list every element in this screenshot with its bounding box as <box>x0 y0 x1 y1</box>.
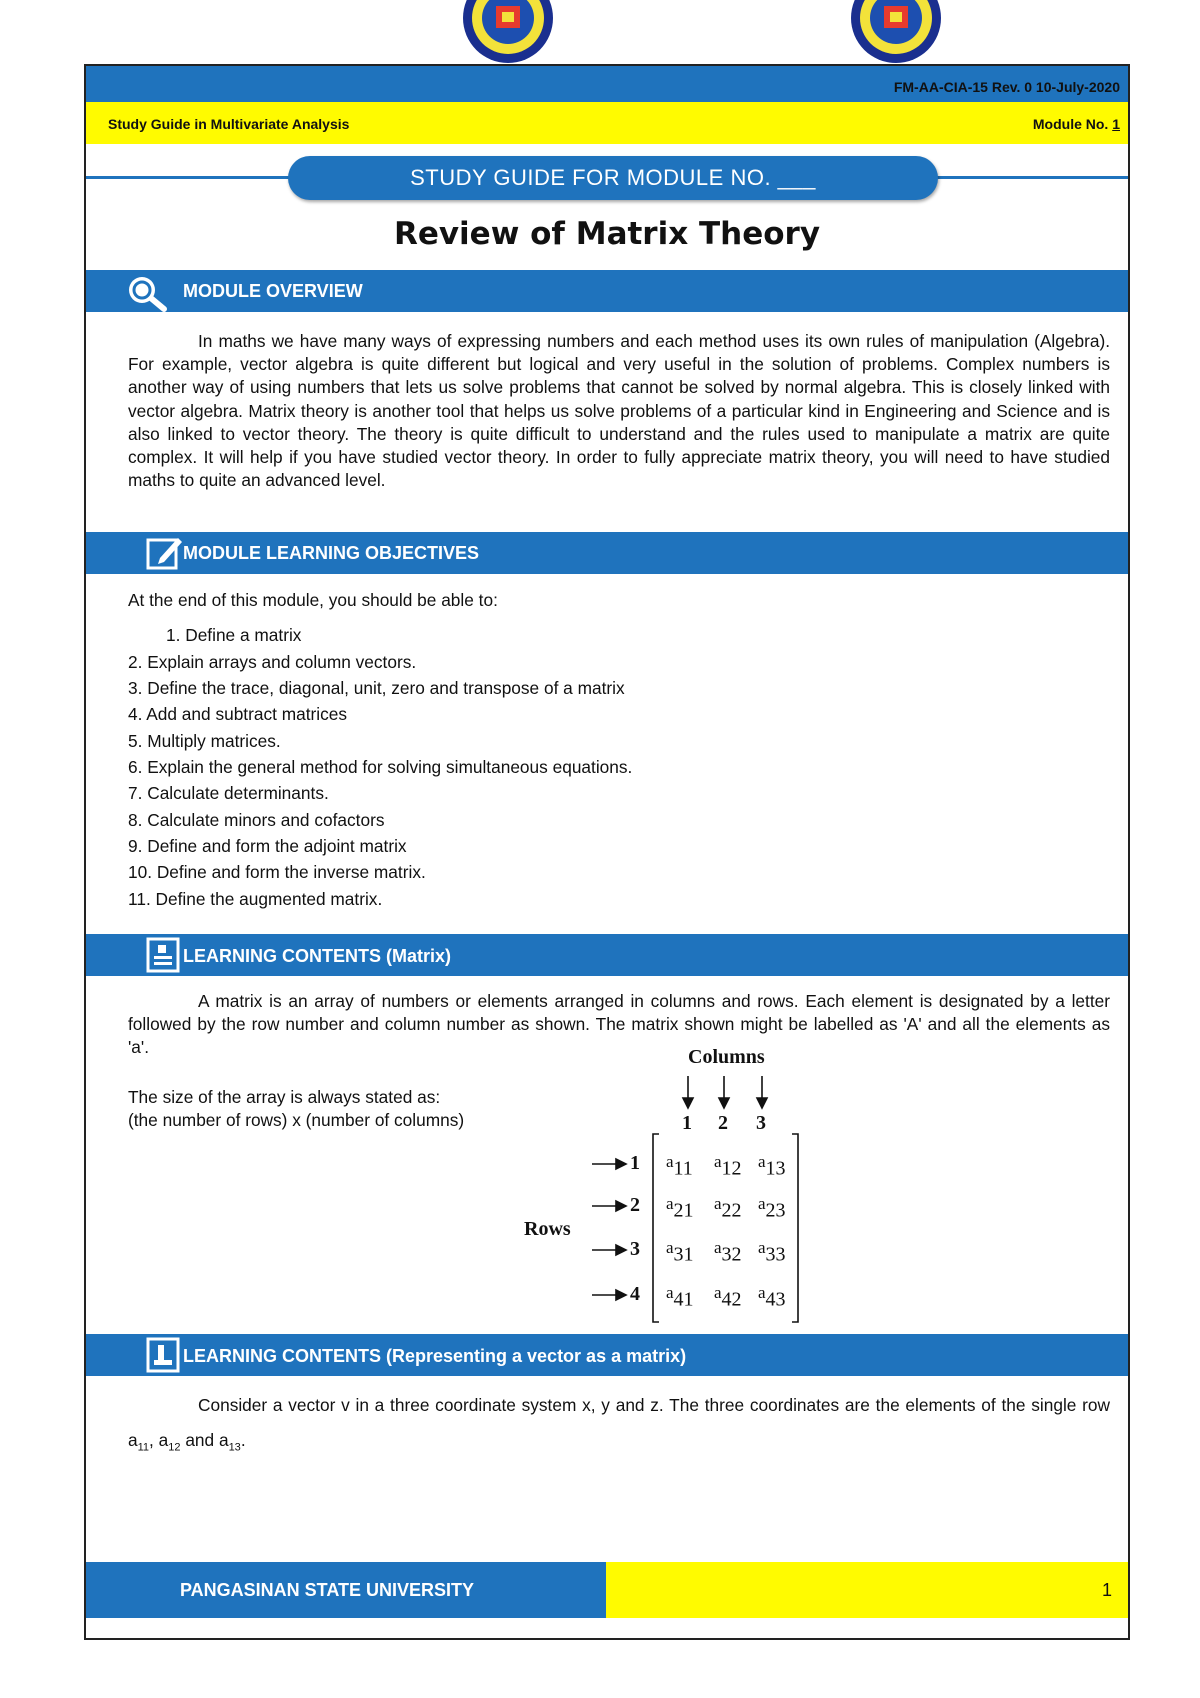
matrix-element <box>714 1194 742 1223</box>
element-letter: a <box>666 1194 674 1213</box>
element-index: 31 <box>673 1243 694 1266</box>
objective-item: 5. Multiply matrices. <box>128 731 281 751</box>
university-seal-left <box>462 0 554 64</box>
element-letter: a <box>714 1238 722 1257</box>
page-title: Review of Matrix Theory <box>393 216 821 252</box>
module-number: 1 <box>1112 116 1120 132</box>
document-icon <box>146 1336 182 1374</box>
vector-separator: and a <box>180 1430 229 1450</box>
columns-label: Columns <box>688 1046 765 1068</box>
overview-heading: MODULE OVERVIEW <box>183 281 363 301</box>
objective-item: 1. Define a matrix <box>166 625 302 645</box>
objective-item: 4. Add and subtract matrices <box>128 704 348 724</box>
subscript: 13 <box>228 1441 241 1454</box>
col-number: 2 <box>718 1112 728 1134</box>
banner-pill <box>288 156 938 200</box>
row-number: 3 <box>630 1238 640 1260</box>
magnifier-icon <box>124 272 168 312</box>
vector-end: . <box>240 1430 246 1450</box>
objective-item: 9. Define and form the adjoint matrix <box>128 836 407 856</box>
objective-item: 2. Explain arrays and column vectors. <box>128 652 417 672</box>
objective-item: 11. Define the augmented matrix. <box>128 889 383 909</box>
element-index: 12 <box>721 1157 742 1180</box>
objective-item: 7. Calculate determinants. <box>128 783 329 803</box>
size-line-1: The size of the array is always stated as: <box>128 1087 441 1107</box>
col-number: 1 <box>682 1112 692 1134</box>
element-index: 22 <box>721 1199 742 1222</box>
subscript: 11 <box>137 1441 150 1454</box>
element-index: 43 <box>765 1288 786 1311</box>
course-title: Study Guide in Multivariate Analysis <box>108 116 350 132</box>
element-letter: a <box>666 1283 674 1302</box>
contents-vector-heading: LEARNING CONTENTS (Representing a vector as a matrix) <box>183 1346 687 1366</box>
matrix-figure <box>520 1040 830 1330</box>
contents-matrix-heading: LEARNING CONTENTS (Matrix) <box>183 946 452 966</box>
element-letter: a <box>758 1194 766 1213</box>
matrix-element <box>714 1283 742 1312</box>
element-index: 13 <box>765 1157 786 1180</box>
module-label: Module No. <box>1032 116 1113 132</box>
element-index: 21 <box>673 1199 694 1222</box>
objective-item: 10. Define and form the inverse matrix. <box>128 862 426 882</box>
element-index: 23 <box>765 1199 786 1222</box>
element-letter: a <box>758 1283 766 1302</box>
objective-item: 8. Calculate minors and cofactors <box>128 810 385 830</box>
vector-paragraph <box>128 1388 1110 1465</box>
matrix-element <box>666 1283 694 1312</box>
matrix-element <box>758 1152 786 1181</box>
document-icon <box>146 936 182 974</box>
element-index: 41 <box>673 1288 694 1311</box>
university-seal-right <box>850 0 942 64</box>
matrix-element <box>714 1152 742 1181</box>
element-index: 32 <box>721 1243 742 1266</box>
row-number: 2 <box>630 1194 640 1216</box>
footer-yellow-bar <box>606 1562 1128 1618</box>
element-letter: a <box>714 1194 722 1213</box>
overview-paragraph: In maths we have many ways of expressing numbers and each method uses its own rules of manipulation (Algebra). For example, vector algebra is quite different but logical and very useful in the solution of problems. Complex numbers is another way of using numbers that lets us solve problems that cannot be solved by normal algebra. This is closely linked with vector algebra. Matrix theory is another tool that helps us solve problems of a particular kind in Engineering and Science and is also linked to vector theory. The theory is quite difficult to understand and the rules used to manipulate a matrix are quite complex. It will help if you have studied vector theory. In order to fully appreciate matrix theory, you will need to have studied maths to quite an advanced level. <box>128 331 1110 491</box>
element-letter: a <box>666 1238 674 1257</box>
pencil-icon <box>146 534 184 572</box>
size-line-2: (the number of rows) x (number of columns) <box>128 1110 465 1130</box>
matrix-element <box>666 1194 694 1223</box>
matrix-element <box>758 1238 786 1267</box>
module-number-label <box>1033 116 1120 132</box>
banner-line-right <box>930 176 1128 179</box>
vector-text: Consider a vector v in a three coordinate system x, y and z. The three coordinates are the elements of the single row a <box>128 1395 1110 1450</box>
col-number: 3 <box>756 1112 766 1134</box>
element-letter: a <box>758 1238 766 1257</box>
element-letter: a <box>758 1152 766 1171</box>
form-code: FM-AA-CIA-15 Rev. 0 10-July-2020 <box>893 79 1120 95</box>
subscript: 12 <box>168 1441 181 1454</box>
objectives-heading: MODULE LEARNING OBJECTIVES <box>183 543 480 563</box>
banner-label: STUDY GUIDE FOR MODULE NO. ___ <box>410 165 816 190</box>
overview-text <box>128 330 1110 492</box>
element-index: 33 <box>765 1243 786 1266</box>
element-index: 11 <box>673 1157 693 1180</box>
element-letter: a <box>714 1152 722 1171</box>
page-number: 1 <box>1102 1580 1113 1600</box>
objective-item: 3. Define the trace, diagonal, unit, zero and transpose of a matrix <box>128 678 625 698</box>
row-number: 1 <box>630 1152 640 1174</box>
objectives-intro: At the end of this module, you should be able to: <box>128 590 498 610</box>
rows-label: Rows <box>524 1218 571 1240</box>
element-letter: a <box>666 1152 674 1171</box>
matrix-element <box>666 1152 693 1181</box>
matrix-element <box>666 1238 694 1267</box>
objective-item: 6. Explain the general method for solving simultaneous equations. <box>128 757 633 777</box>
vector-separator: , a <box>149 1430 169 1450</box>
row-number: 4 <box>630 1283 640 1305</box>
matrix-element <box>758 1194 786 1223</box>
element-letter: a <box>714 1283 722 1302</box>
matrix-element <box>758 1283 786 1312</box>
matrix-element <box>714 1238 742 1267</box>
matrix-definition: A matrix is an array of numbers or elements arranged in columns and rows. Each element is designated by a letter followed by the row number and column number as shown. The matrix shown might be labelled as 'A' and all the elements as 'a'. <box>128 991 1110 1058</box>
banner-line-left <box>86 176 296 179</box>
footer-university: PANGASINAN STATE UNIVERSITY <box>180 1580 475 1600</box>
element-index: 42 <box>721 1288 742 1311</box>
